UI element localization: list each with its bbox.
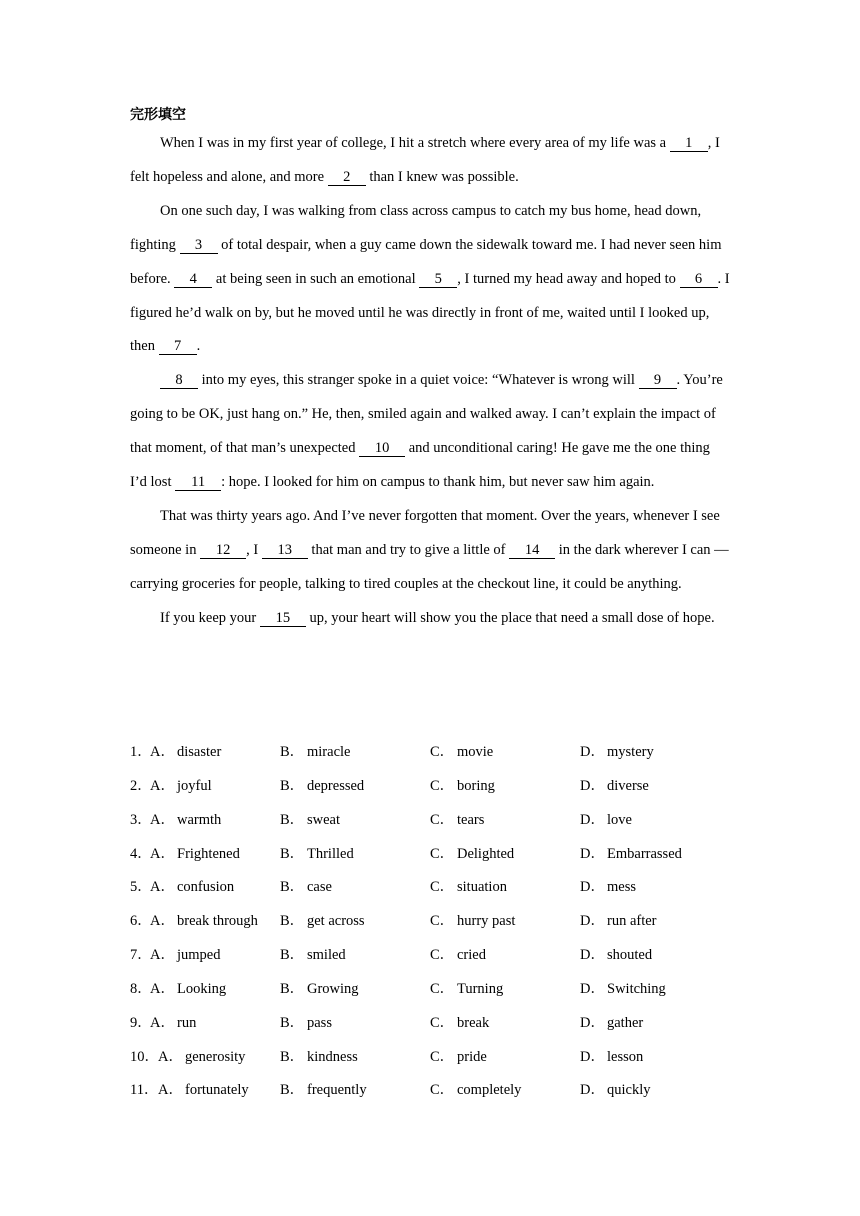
option-text: joyful <box>177 777 212 794</box>
option-letter: C． <box>430 811 455 828</box>
option-letter: C． <box>430 845 455 862</box>
question-number: 5． <box>130 879 152 896</box>
option-b <box>280 1041 358 1075</box>
option-letter: B． <box>280 777 305 794</box>
option-letter: A． <box>150 845 175 862</box>
passage-text: : hope. I looked for him on campus to thank him, but never saw him again. <box>221 474 655 491</box>
option-text: Delighted <box>457 845 515 862</box>
passage-text: that man and try to give a little of <box>307 541 510 558</box>
option-text: sweat <box>307 811 341 828</box>
option-b <box>280 973 359 1007</box>
question-row <box>130 973 750 1007</box>
option-b <box>280 1007 332 1041</box>
option-text: generosity <box>185 1048 246 1065</box>
option-d <box>580 770 649 804</box>
option-text: Switching <box>607 980 666 997</box>
option-d <box>580 1074 651 1108</box>
option-text: confusion <box>177 879 235 896</box>
option-letter: C． <box>430 1048 455 1065</box>
option-d <box>580 804 632 838</box>
cloze-blank: 4 <box>174 272 212 288</box>
question-row <box>130 1074 750 1108</box>
option-text: break <box>457 1014 490 1031</box>
cloze-blank: 12 <box>200 543 246 559</box>
option-text: Thrilled <box>307 845 354 862</box>
option-letter: A． <box>150 744 175 760</box>
option-letter: A． <box>150 879 175 896</box>
option-text: Growing <box>307 980 359 997</box>
option-d <box>580 736 654 770</box>
cloze-blank: 8 <box>160 373 198 389</box>
option-text: jumped <box>177 947 221 964</box>
option-letter: C． <box>430 1082 455 1099</box>
option-a <box>150 770 212 804</box>
question-row <box>130 871 750 905</box>
passage-paragraph <box>130 127 730 195</box>
option-letter: B． <box>280 1082 305 1099</box>
question-number: 8． <box>130 980 152 997</box>
option-letter: A． <box>150 811 175 828</box>
option-text: frequently <box>307 1082 367 1099</box>
option-text: Embarrassed <box>607 845 682 862</box>
passage-text: . You’re going to be OK, just hang on.” He, then, smiled again and walked away. I can’t explain the impact of that moment, of that man’s unexpected <box>130 372 723 457</box>
passage-text: , I <box>246 541 262 558</box>
option-c <box>430 804 484 838</box>
question-number: 6． <box>130 913 152 930</box>
question-row <box>130 939 750 973</box>
cloze-blank: 13 <box>262 543 308 559</box>
passage-text: at being seen in such an emotional <box>212 270 420 287</box>
cloze-blank: 14 <box>509 543 555 559</box>
section-heading: 完形填空 <box>130 107 186 123</box>
passage-text: . <box>196 338 201 355</box>
option-text: Turning <box>457 980 504 997</box>
option-text: mess <box>607 879 636 896</box>
option-letter: B． <box>280 947 305 964</box>
option-text: run <box>177 1014 197 1031</box>
option-letter: B． <box>280 913 305 930</box>
option-c <box>430 838 514 872</box>
passage-text: If you keep your <box>160 609 260 626</box>
option-text: run after <box>607 913 657 930</box>
option-letter: B． <box>280 879 305 896</box>
cloze-blank: 11 <box>175 475 221 491</box>
cloze-blank: 1 <box>670 136 708 152</box>
option-c <box>430 1007 489 1041</box>
option-text: mystery <box>607 744 654 760</box>
option-text: boring <box>457 777 495 794</box>
option-a <box>158 1074 249 1108</box>
passage-text: When I was in my first year of college, I hit a stretch where every area of my life was a <box>160 135 670 151</box>
option-letter: A． <box>158 1082 183 1099</box>
option-b <box>280 871 332 905</box>
option-text: love <box>607 811 632 828</box>
option-a <box>150 736 221 770</box>
option-text: kindness <box>307 1048 358 1065</box>
option-d <box>580 1007 643 1041</box>
option-text: quickly <box>607 1082 651 1099</box>
option-letter: D． <box>580 980 605 997</box>
option-letter: C． <box>430 744 455 760</box>
option-letter: D． <box>580 777 605 794</box>
option-b <box>280 770 364 804</box>
option-d <box>580 1041 643 1075</box>
option-text: Looking <box>177 980 227 997</box>
cloze-blank: 3 <box>180 238 218 254</box>
question-row <box>130 905 750 939</box>
question-number: 11． <box>130 1082 159 1099</box>
option-text: completely <box>457 1082 522 1099</box>
option-letter: A． <box>150 777 175 794</box>
question-row <box>130 838 750 872</box>
option-a <box>150 1007 196 1041</box>
passage-text: , I felt hopeless and alone, and more <box>130 135 720 185</box>
passage-paragraph <box>130 500 730 602</box>
question-number: 9． <box>130 1014 152 1031</box>
passage-text: up, your heart will show you the place that need a small dose of hope. <box>305 609 715 626</box>
passage-text: than I knew was possible. <box>365 168 519 185</box>
option-letter: D． <box>580 913 605 930</box>
option-c <box>430 1074 521 1108</box>
option-a <box>150 804 221 838</box>
question-row <box>130 1041 750 1075</box>
cloze-blank: 5 <box>419 272 457 288</box>
question-number: 3． <box>130 811 152 828</box>
passage-paragraph <box>130 195 730 365</box>
option-d <box>580 905 657 939</box>
option-letter: D． <box>580 1048 605 1065</box>
passage-text: and unconditional caring! He gave me the one thing I’d lost <box>130 440 710 491</box>
cloze-blank: 10 <box>359 441 405 457</box>
option-letter: A． <box>158 1048 183 1065</box>
option-c <box>430 770 495 804</box>
passage-text: . I figured he’d walk on by, but he moved until he was directly in front of me, waited until I looked up, then <box>130 270 730 355</box>
option-c <box>430 1041 487 1075</box>
question-number: 4． <box>130 845 152 862</box>
option-letter: A． <box>150 1014 175 1031</box>
option-letter: C． <box>430 879 455 896</box>
option-text: tears <box>457 811 485 828</box>
option-text: get across <box>307 913 365 930</box>
option-letter: C． <box>430 777 455 794</box>
option-letter: C． <box>430 1014 455 1031</box>
option-text: case <box>307 879 332 896</box>
option-a <box>150 939 221 973</box>
option-letter: B． <box>280 845 305 862</box>
option-letter: A． <box>150 947 175 964</box>
option-b <box>280 1074 367 1108</box>
option-b <box>280 736 350 770</box>
option-text: Frightened <box>177 845 240 862</box>
option-c <box>430 905 515 939</box>
option-letter: B． <box>280 980 305 997</box>
question-row <box>130 770 750 804</box>
option-text: pass <box>307 1014 332 1031</box>
question-number: 7． <box>130 947 152 964</box>
option-text: diverse <box>607 777 649 794</box>
option-d <box>580 939 652 973</box>
passage-text: On one such day, I was walking from class across campus to catch my bus home, head down, fighting <box>130 202 702 253</box>
option-a <box>150 905 258 939</box>
option-a <box>150 838 240 872</box>
option-letter: A． <box>150 913 175 930</box>
option-text: fortunately <box>185 1082 249 1099</box>
option-c <box>430 973 503 1007</box>
option-d <box>580 871 636 905</box>
passage-text: , I turned my head away and hoped to <box>457 270 680 287</box>
option-letter: C． <box>430 980 455 997</box>
option-text: pride <box>457 1048 487 1065</box>
option-c <box>430 736 493 770</box>
option-text: cried <box>457 947 486 964</box>
passage-text: of total despair, when a guy came down the sidewalk toward me. I had never seen him before. <box>130 236 722 287</box>
option-letter: D． <box>580 1014 605 1031</box>
option-text: situation <box>457 879 507 896</box>
cloze-blank: 9 <box>639 373 677 389</box>
passage-text: That was thirty years ago. And I’ve never forgotten that moment. Over the years, whenever I see someone in <box>130 507 720 558</box>
option-text: disaster <box>177 744 222 760</box>
option-letter: D． <box>580 744 605 760</box>
option-letter: D． <box>580 947 605 964</box>
option-text: lesson <box>607 1048 644 1065</box>
option-letter: A． <box>150 980 175 997</box>
option-letter: D． <box>580 845 605 862</box>
option-b <box>280 838 354 872</box>
option-text: depressed <box>307 777 365 794</box>
passage-paragraph <box>130 602 730 636</box>
option-letter: C． <box>430 913 455 930</box>
option-b <box>280 939 346 973</box>
answer-options <box>130 736 750 1108</box>
option-d <box>580 973 666 1007</box>
question-row <box>130 804 750 838</box>
question-number: 1． <box>130 744 152 760</box>
option-text: movie <box>457 744 494 760</box>
option-b <box>280 804 340 838</box>
option-letter: D． <box>580 1082 605 1099</box>
option-text: hurry past <box>457 913 516 930</box>
option-d <box>580 838 682 872</box>
cloze-blank: 7 <box>159 339 197 355</box>
passage-paragraph <box>130 364 730 500</box>
passage-text: in the dark wherever I can — carrying groceries for people, talking to tired couples at the checkout line, it could be anything. <box>130 541 729 592</box>
option-letter: B． <box>280 1014 305 1031</box>
option-text: smiled <box>307 947 346 964</box>
option-text: warmth <box>177 811 222 828</box>
cloze-blank: 15 <box>260 611 306 627</box>
option-text: gather <box>607 1014 644 1031</box>
option-b <box>280 905 365 939</box>
option-letter: D． <box>580 811 605 828</box>
option-text: break through <box>177 913 258 930</box>
option-a <box>150 871 234 905</box>
option-letter: B． <box>280 811 305 828</box>
question-row <box>130 736 750 770</box>
option-letter: D． <box>580 879 605 896</box>
cloze-passage <box>130 127 730 636</box>
option-letter: B． <box>280 1048 305 1065</box>
cloze-blank: 2 <box>328 170 366 186</box>
option-text: miracle <box>307 744 351 760</box>
option-c <box>430 871 507 905</box>
option-a <box>150 973 226 1007</box>
question-number: 10． <box>130 1048 159 1065</box>
option-letter: B． <box>280 744 305 760</box>
option-text: shouted <box>607 947 653 964</box>
option-a <box>158 1041 245 1075</box>
passage-text: into my eyes, this stranger spoke in a quiet voice: “Whatever is wrong will <box>198 372 639 389</box>
question-number: 2． <box>130 777 152 794</box>
question-row <box>130 1007 750 1041</box>
option-c <box>430 939 486 973</box>
option-letter: C． <box>430 947 455 964</box>
cloze-blank: 6 <box>680 272 718 288</box>
